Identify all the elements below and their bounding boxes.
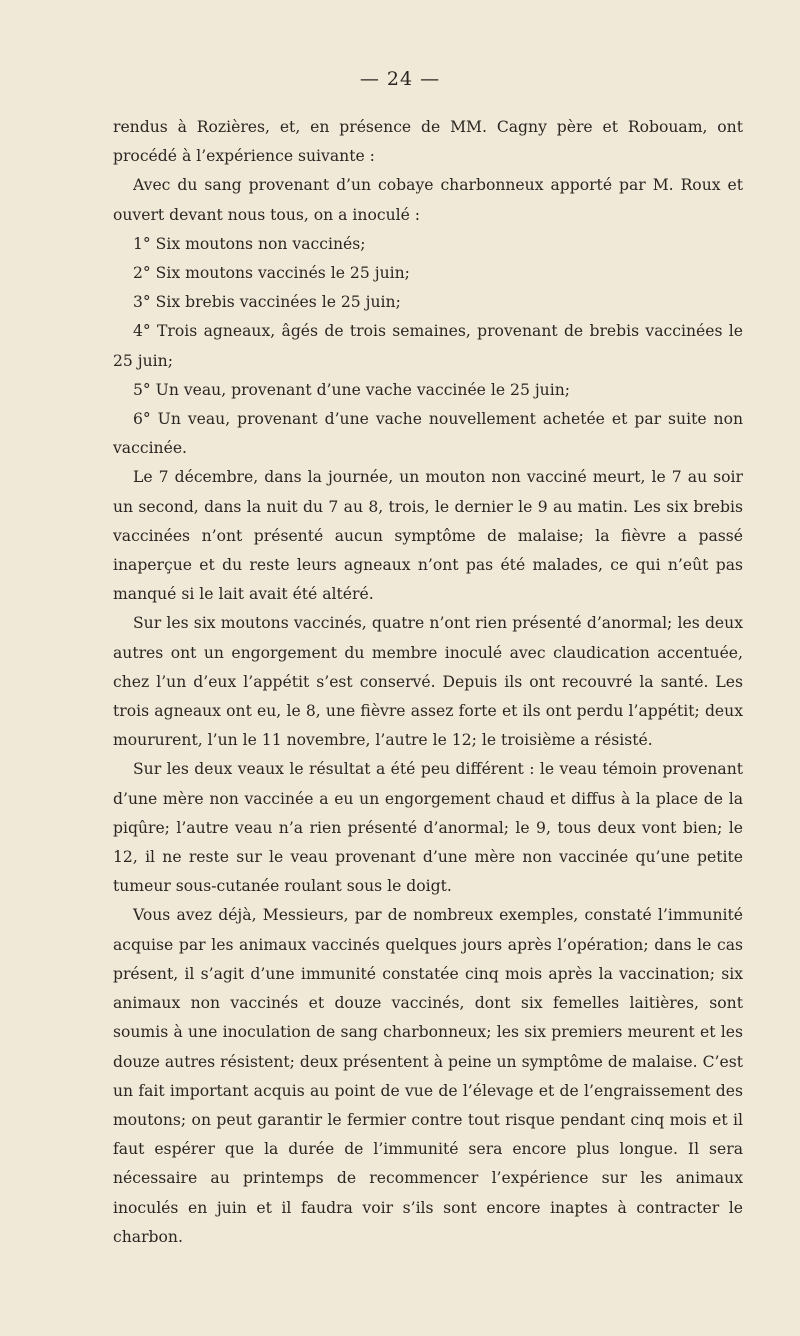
paragraph-calves: Sur les deux veaux le résultat a été peu différent : le veau témoin provenant d’une mère non vaccinée a eu un engorgement chaud et diffus à la place de la piqûre; l’autre veau n’a rien présenté d’anormal; le 9, tous deux vont bien; le 12, il ne reste sur le veau provenant d’une mère non vaccinée qu’une petite tumeur sous-cutanée roulant sous le doigt. — [113, 760, 743, 896]
paragraph-continuation: rendus à Rozières, et, en présence de MM. Cagny père et Robouam, ont procédé à l’expérience suivante : — [113, 118, 743, 166]
paragraph-conclusion: Vous avez déjà, Messieurs, par de nombreux exemples, constaté l’immunité acquise par les animaux vaccinés quelques jours après l’opération; dans le cas présent, il s’agit d’une immunité constatée cinq mois après la vaccination; six animaux non vaccinés et douze vaccinés, dont six femelles laitières, sont soumis à une inoculation de sang charbonneux; les six premiers meurent et les douze autres résistent; deux présentent à peine un symptôme de malaise. C’est un fait important acquis au point de vue de l’élevage et de l’engraissement des moutons; on peut garantir le fermier contre tout risque pendant cinq mois et il faut espérer que la durée de l’immunité sera encore plus longue. Il sera nécessaire au printemps de recommencer l’expérience sur les animaux inoculés en juin et il faudra voir s’ils sont encore inaptes à contracter le charbon. — [113, 906, 743, 1246]
page-number: — 24 — — [359, 68, 441, 90]
list-item-1: 1° Six moutons non vaccinés; — [133, 234, 366, 253]
list-item-5: 5° Un veau, provenant d’une vache vaccinée le 25 juin; — [133, 380, 571, 399]
body-text — [113, 113, 743, 1252]
list-item-2: 2° Six moutons vaccinés le 25 juin; — [133, 264, 410, 283]
paragraph-vaccinated-sheep: Sur les six moutons vaccinés, quatre n’ont rien présenté d’anormal; les deux autres ont un engorgement du membre inoculé avec claudication accentuée, chez l’un d’eux l’appétit s’est conservé. Depuis ils ont recouvré la santé. Les trois agneaux ont eu, le 8, une fièvre assez forte et ils ont perdu l’appétit; deux moururent, l’un le 11 novembre, l’autre le 12; le troisième a résisté. — [113, 614, 743, 750]
list-item-3: 3° Six brebis vaccinées le 25 juin; — [133, 293, 401, 312]
list-item-4: 4° Trois agneaux, âgés de trois semaines, provenant de brebis vaccinées le 25 juin; — [113, 322, 743, 370]
paragraph-inoculation-intro: Avec du sang provenant d’un cobaye charbonneux apporté par M. Roux et ouvert devant nous tous, on a inoculé : — [113, 176, 743, 224]
paragraph-december-results: Le 7 décembre, dans la journée, un mouton non vacciné meurt, le 7 au soir un second, dans la nuit du 7 au 8, trois, le dernier le 9 au matin. Les six brebis vaccinées n’ont présenté aucun symptôme de malaise; la fièvre a passé inaperçue et du reste leurs agneaux n’ont pas été malades, ce qui n’eût pas manqué si le lait avait été altéré. — [113, 468, 743, 604]
list-item-6: 6° Un veau, provenant d’une vache nouvellement achetée et par suite non vaccinée. — [113, 410, 743, 458]
